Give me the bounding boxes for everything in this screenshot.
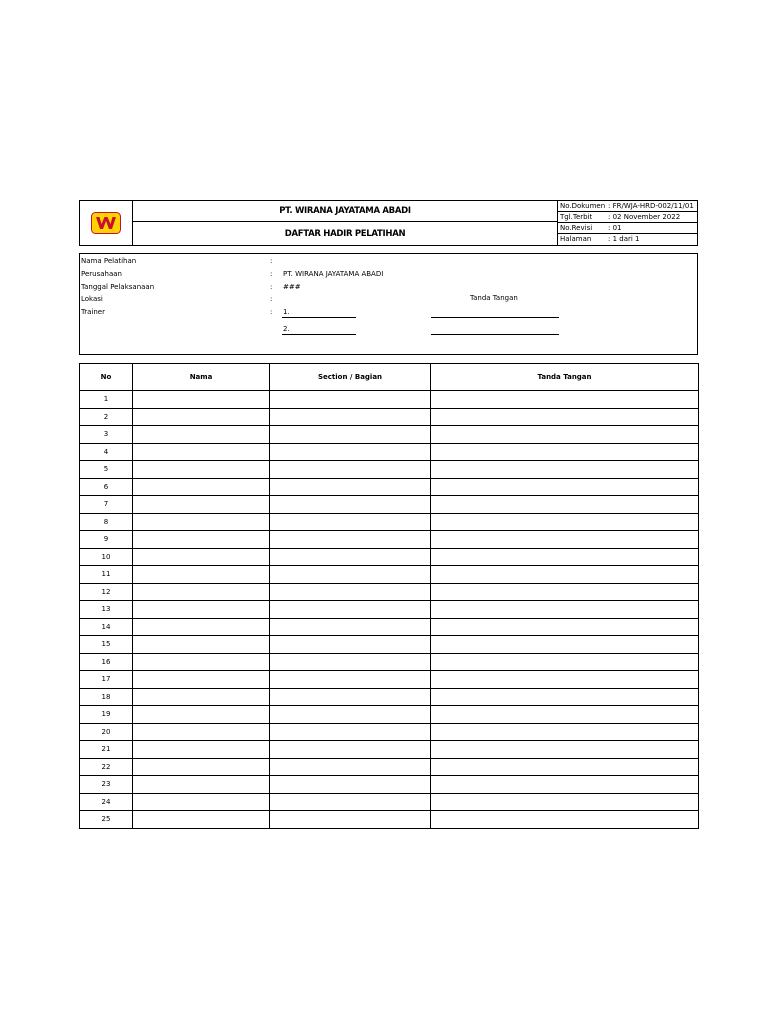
training-name-label: Nama Pelatihan [81,257,137,265]
name-cell[interactable] [133,811,270,829]
name-cell[interactable] [133,513,270,531]
trainer-colon: : [270,308,273,316]
trainer-2-line[interactable] [282,334,356,335]
section-cell[interactable] [270,583,431,601]
section-cell[interactable] [270,636,431,654]
trainer-1-value[interactable]: 1. [283,308,290,316]
table-row [80,618,699,636]
section-cell[interactable] [270,601,431,619]
name-cell[interactable] [133,793,270,811]
signature-cell[interactable] [431,688,699,706]
col-header-section: Section / Bagian [270,364,431,391]
table-row [80,548,699,566]
name-cell[interactable] [133,583,270,601]
signature-cell[interactable] [431,723,699,741]
table-row [80,461,699,479]
name-cell[interactable] [133,443,270,461]
row-number: 14 [80,618,133,636]
table-row [80,566,699,584]
row-number: 16 [80,653,133,671]
row-number: 7 [80,496,133,514]
section-cell[interactable] [270,478,431,496]
trainer-1-line[interactable] [282,317,356,318]
table-row [80,636,699,654]
name-cell[interactable] [133,408,270,426]
signature-cell[interactable] [431,776,699,794]
table-row [80,776,699,794]
table-row [80,758,699,776]
revision-label: No.Revisi [560,224,593,232]
table-row [80,706,699,724]
table-row [80,443,699,461]
revision-row [558,223,697,234]
wja-logo-icon [91,212,121,234]
signature-cell[interactable] [431,566,699,584]
row-number: 20 [80,723,133,741]
table-row [80,583,699,601]
page-row [558,234,697,245]
section-cell[interactable] [270,811,431,829]
row-number: 10 [80,548,133,566]
row-number: 6 [80,478,133,496]
name-cell[interactable] [133,671,270,689]
signature-cell[interactable] [431,601,699,619]
trainer-1-signature-line[interactable] [431,317,559,318]
row-number: 19 [80,706,133,724]
section-cell[interactable] [270,391,431,409]
section-cell[interactable] [270,793,431,811]
signature-cell[interactable] [431,706,699,724]
table-header-row [80,364,699,391]
doc-number-label: No.Dokumen [560,202,606,210]
table-row [80,513,699,531]
section-cell[interactable] [270,776,431,794]
logo-cell [80,201,133,245]
name-cell[interactable] [133,461,270,479]
name-cell[interactable] [133,776,270,794]
row-number: 12 [80,583,133,601]
issue-date-label: Tgl.Terbit [560,213,593,221]
signature-label: Tanda Tangan [470,294,518,302]
signature-cell[interactable] [431,443,699,461]
row-number: 3 [80,426,133,444]
name-cell[interactable] [133,758,270,776]
section-cell[interactable] [270,688,431,706]
section-cell[interactable] [270,426,431,444]
table-row [80,741,699,759]
signature-cell[interactable] [431,793,699,811]
col-header-signature: Tanda Tangan [431,364,699,391]
name-cell[interactable] [133,496,270,514]
section-cell[interactable] [270,443,431,461]
name-cell[interactable] [133,426,270,444]
signature-cell[interactable] [431,583,699,601]
row-number: 9 [80,531,133,549]
trainer-label: Trainer [81,308,105,316]
trainer-2-value[interactable]: 2. [283,325,290,333]
signature-cell[interactable] [431,618,699,636]
revision-value: : 01 [608,224,622,232]
row-number: 11 [80,566,133,584]
date-label: Tanggal Pelaksanaan [81,283,155,291]
name-cell[interactable] [133,618,270,636]
company-value[interactable]: PT. WIRANA JAYATAMA ABADI [283,270,384,278]
signature-cell[interactable] [431,671,699,689]
table-row [80,478,699,496]
row-number: 21 [80,741,133,759]
signature-cell[interactable] [431,496,699,514]
name-cell[interactable] [133,723,270,741]
doc-number-value: : FR/WJA-HRD-002/11/01 [608,202,694,210]
row-number: 1 [80,391,133,409]
row-number: 5 [80,461,133,479]
issue-date-value: : 02 November 2022 [608,213,681,221]
signature-cell[interactable] [431,741,699,759]
table-row [80,671,699,689]
company-label: Perusahaan [81,270,122,278]
table-row [80,391,699,409]
row-number: 13 [80,601,133,619]
table-row [80,531,699,549]
page-label: Halaman [560,235,592,243]
section-cell[interactable] [270,496,431,514]
signature-cell[interactable] [431,513,699,531]
row-number: 2 [80,408,133,426]
section-cell[interactable] [270,758,431,776]
table-row [80,811,699,829]
section-cell[interactable] [270,566,431,584]
section-cell[interactable] [270,531,431,549]
trainer-2-signature-line[interactable] [431,334,559,335]
name-cell[interactable] [133,653,270,671]
section-cell[interactable] [270,408,431,426]
table-row [80,408,699,426]
section-cell[interactable] [270,671,431,689]
row-number: 8 [80,513,133,531]
signature-cell[interactable] [431,408,699,426]
table-row [80,653,699,671]
col-header-nama: Nama [133,364,270,391]
signature-cell[interactable] [431,636,699,654]
row-number: 22 [80,758,133,776]
row-number: 15 [80,636,133,654]
table-row [80,793,699,811]
name-cell[interactable] [133,741,270,759]
row-number: 17 [80,671,133,689]
name-cell[interactable] [133,531,270,549]
signature-cell[interactable] [431,461,699,479]
section-cell[interactable] [270,653,431,671]
table-row [80,688,699,706]
section-cell[interactable] [270,723,431,741]
date-colon: : [270,283,273,291]
date-value[interactable]: ### [283,283,301,291]
location-colon: : [270,295,273,303]
table-row [80,601,699,619]
issue-date-row [558,212,697,223]
name-cell[interactable] [133,548,270,566]
row-number: 24 [80,793,133,811]
name-cell[interactable] [133,391,270,409]
signature-cell[interactable] [431,478,699,496]
name-cell[interactable] [133,601,270,619]
table-row [80,426,699,444]
page-value: : 1 dari 1 [608,235,640,243]
company-colon: : [270,270,273,278]
section-cell[interactable] [270,706,431,724]
signature-cell[interactable] [431,653,699,671]
signature-cell[interactable] [431,531,699,549]
row-number: 25 [80,811,133,829]
section-cell[interactable] [270,548,431,566]
section-cell[interactable] [270,513,431,531]
name-cell[interactable] [133,566,270,584]
training-name-colon: : [270,257,273,265]
signature-cell[interactable] [431,426,699,444]
training-info [79,253,698,355]
row-number: 4 [80,443,133,461]
company-name: PT. WIRANA JAYATAMA ABADI [133,201,558,222]
section-cell[interactable] [270,741,431,759]
row-number: 23 [80,776,133,794]
table-row [80,723,699,741]
document-header [79,200,698,246]
table-row [80,496,699,514]
row-number: 18 [80,688,133,706]
section-cell[interactable] [270,461,431,479]
name-cell[interactable] [133,636,270,654]
form-title: DAFTAR HADIR PELATIHAN [133,222,558,245]
attendance-table [79,363,699,829]
section-cell[interactable] [270,618,431,636]
signature-cell[interactable] [431,811,699,829]
attendance-rows [80,391,699,829]
location-label: Lokasi [81,295,103,303]
signature-cell[interactable] [431,548,699,566]
name-cell[interactable] [133,478,270,496]
doc-number-row [558,201,697,212]
name-cell[interactable] [133,706,270,724]
signature-cell[interactable] [431,758,699,776]
name-cell[interactable] [133,688,270,706]
signature-cell[interactable] [431,391,699,409]
col-header-no: No [80,364,133,391]
